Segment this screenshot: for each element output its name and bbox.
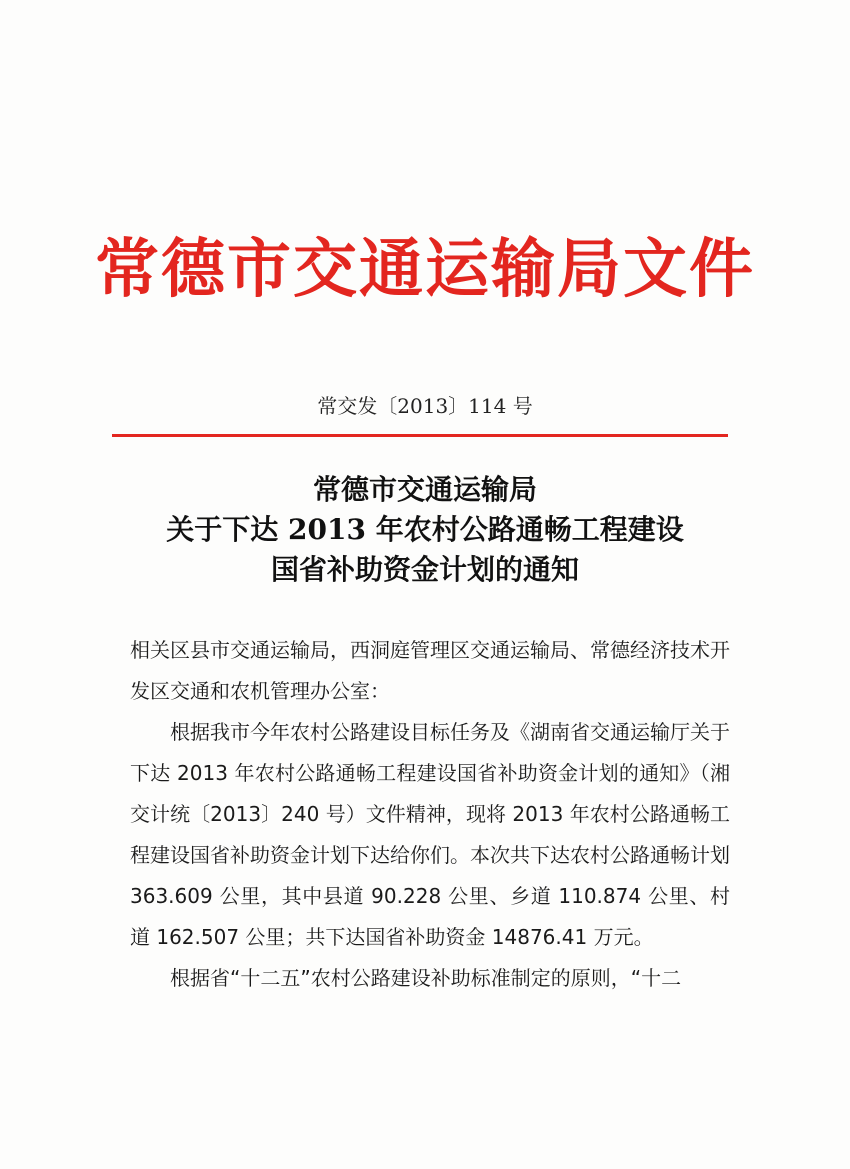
- recipients-paragraph: 相关区县市交通运输局，西洞庭管理区交通运输局、常德经济技术开发区交通和农机管理办公室：: [130, 638, 730, 703]
- notice-title-line-3: 国省补助资金计划的通知: [270, 553, 579, 586]
- notice-title: [0, 470, 850, 590]
- notice-title-line-2: 关于下达 2013 年农村公路通畅工程建设: [166, 513, 684, 546]
- red-divider-line: [112, 434, 728, 437]
- notice-title-line-1: 常德市交通运输局: [312, 473, 537, 506]
- document-number: 常交发〔2013〕114 号: [317, 394, 533, 418]
- body-text: [130, 630, 730, 999]
- body-paragraph-1: 根据我市今年农村公路建设目标任务及《湖南省交通运输厅关于下达 2013 年农村公路通畅工程建设国省补助资金计划的通知》（湘交计统〔2013〕240 号）文件精神，现将 2013 年农村公路通畅工程建设国省补助资金计划下达给你们。本次共下达农村公路通畅计划 363.609 公里，其中县道 90.228 公里、乡道 110.874 公里、村道 162.507 公里；共下达国省补助资金 14876.41 万元。: [130, 720, 730, 949]
- agency-doc-title: 常德市交通运输局文件: [95, 232, 755, 307]
- body-paragraph-2: 根据省“十二五”农村公路建设补助标准制定的原则，“十二: [170, 966, 682, 990]
